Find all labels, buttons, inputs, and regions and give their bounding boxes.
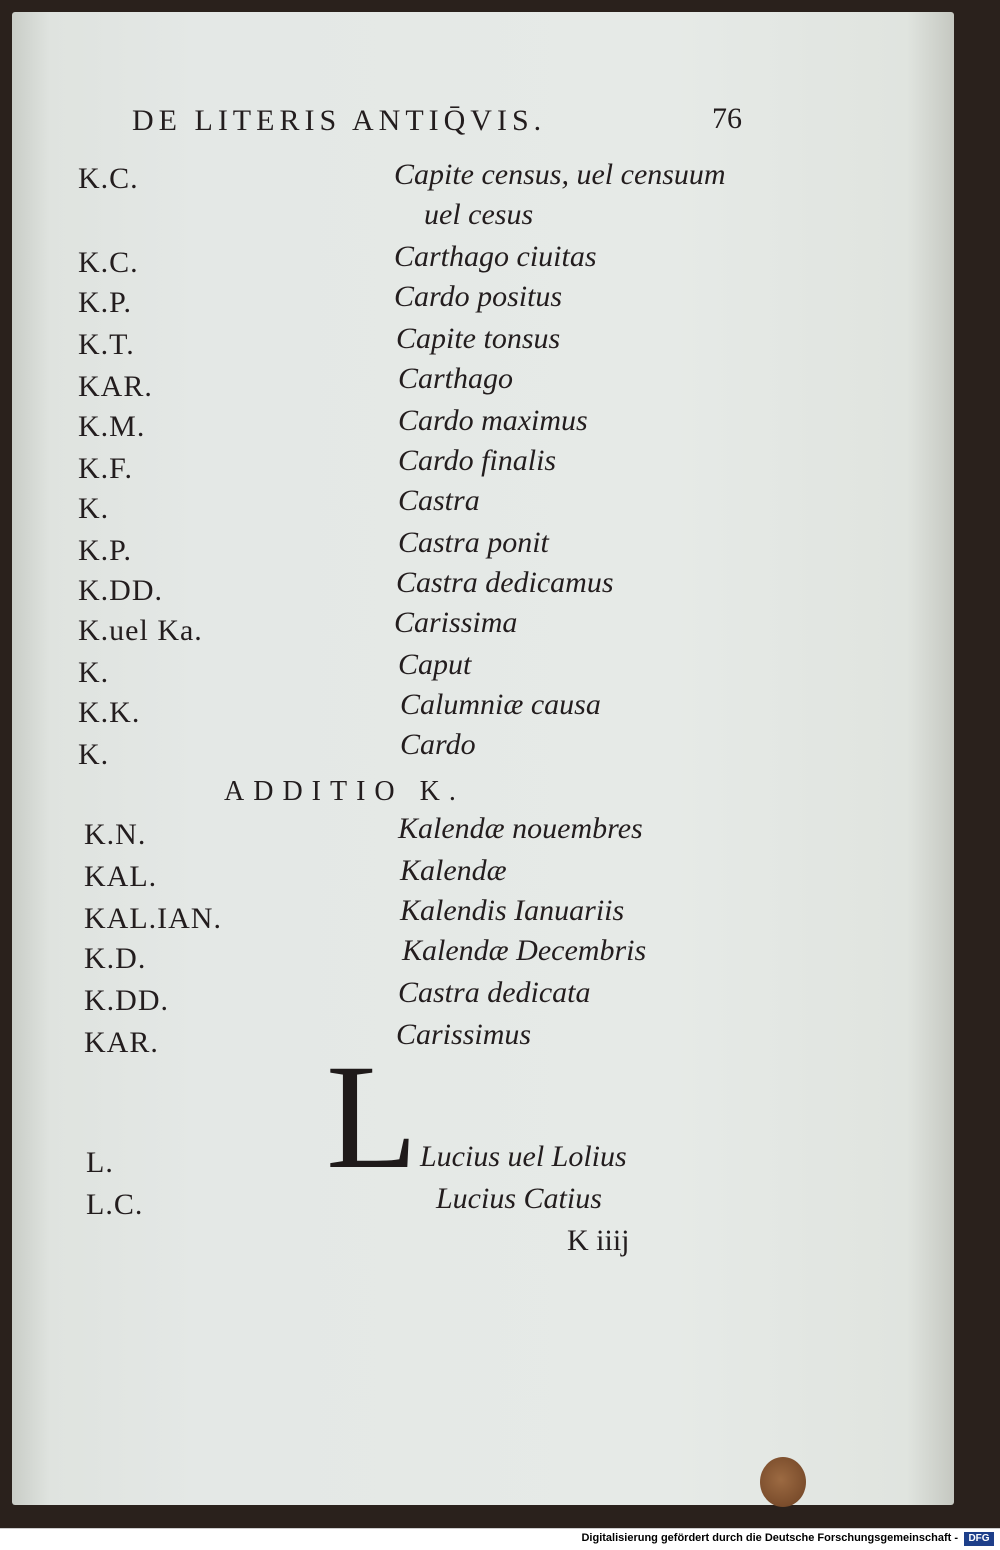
addition-expansion: Kalendæ Decembris <box>402 934 647 967</box>
l-entry-expansion: Lucius uel Lolius <box>420 1140 627 1173</box>
addition-abbr: KAL.IAN. <box>84 902 222 935</box>
addition-expansion: Carissimus <box>396 1018 532 1051</box>
entry-expansion: Cardo <box>400 728 476 761</box>
addition-abbr: KAL. <box>84 860 158 893</box>
dfg-logo-icon: DFG <box>964 1532 994 1546</box>
entry-expansion: Capite tonsus <box>396 322 561 355</box>
entry-expansion: Carissima <box>394 606 518 639</box>
entry-abbr: K.DD. <box>78 574 163 607</box>
entry-expansion: Castra <box>398 484 480 517</box>
digitization-footer <box>0 1528 1000 1550</box>
addition-expansion: Kalendæ nouembres <box>398 812 643 845</box>
addition-abbr: K.N. <box>84 818 147 851</box>
entry-abbr: K.K. <box>78 696 141 729</box>
entry-abbr: K. <box>78 492 110 525</box>
entry-abbr: K.P. <box>78 534 133 567</box>
entry-expansion: Cardo positus <box>394 280 563 313</box>
l-entry-expansion: Lucius Catius <box>436 1182 602 1215</box>
entry-expansion: Castra ponit <box>398 526 549 559</box>
entry-abbr: K.M. <box>78 410 146 443</box>
entry-expansion: Carthago ciuitas <box>394 240 597 273</box>
entry-expansion: Carthago <box>398 362 514 395</box>
addition-heading: ADDITIO K. <box>224 776 465 807</box>
addition-expansion: Kalendis Ianuariis <box>400 894 625 927</box>
entry-expansion: Cardo finalis <box>398 444 557 477</box>
entry-expansion: uel cesus <box>424 198 534 231</box>
entry-expansion: Capite census, uel censuum <box>394 158 726 191</box>
l-entry-abbr: L.C. <box>86 1188 144 1221</box>
section-initial-L: L <box>326 1034 418 1200</box>
addition-expansion: Kalendæ <box>400 854 507 887</box>
addition-expansion: Castra dedicata <box>398 976 591 1009</box>
l-entry-abbr: L. <box>86 1146 114 1179</box>
book-page <box>12 12 954 1505</box>
entry-abbr: K.T. <box>78 328 135 361</box>
addition-abbr: K.DD. <box>84 984 169 1017</box>
entry-expansion: Castra dedicamus <box>396 566 614 599</box>
entry-abbr: K. <box>78 656 110 689</box>
entry-abbr: K.C. <box>78 162 139 195</box>
addition-abbr: K.D. <box>84 942 147 975</box>
entry-abbr: K.C. <box>78 246 139 279</box>
entry-abbr: K.uel Ka. <box>78 614 203 647</box>
running-head: DE LITERIS ANTIQ̄VIS. <box>132 104 547 137</box>
entry-abbr: K.P. <box>78 286 133 319</box>
signature-mark: K iiij <box>567 1224 630 1257</box>
entry-abbr: KAR. <box>78 370 153 403</box>
entry-abbr: K. <box>78 738 110 771</box>
entry-abbr: K.F. <box>78 452 133 485</box>
page-number: 76 <box>712 102 742 135</box>
paper-stain <box>760 1457 806 1507</box>
entry-expansion: Cardo maximus <box>398 404 588 437</box>
addition-abbr: KAR. <box>84 1026 159 1059</box>
entry-expansion: Caput <box>398 648 472 681</box>
footer-credit: Digitalisierung gefördert durch die Deutsche Forschungsgemeinschaft - <box>581 1532 958 1544</box>
entry-expansion: Calumniæ causa <box>400 688 601 721</box>
